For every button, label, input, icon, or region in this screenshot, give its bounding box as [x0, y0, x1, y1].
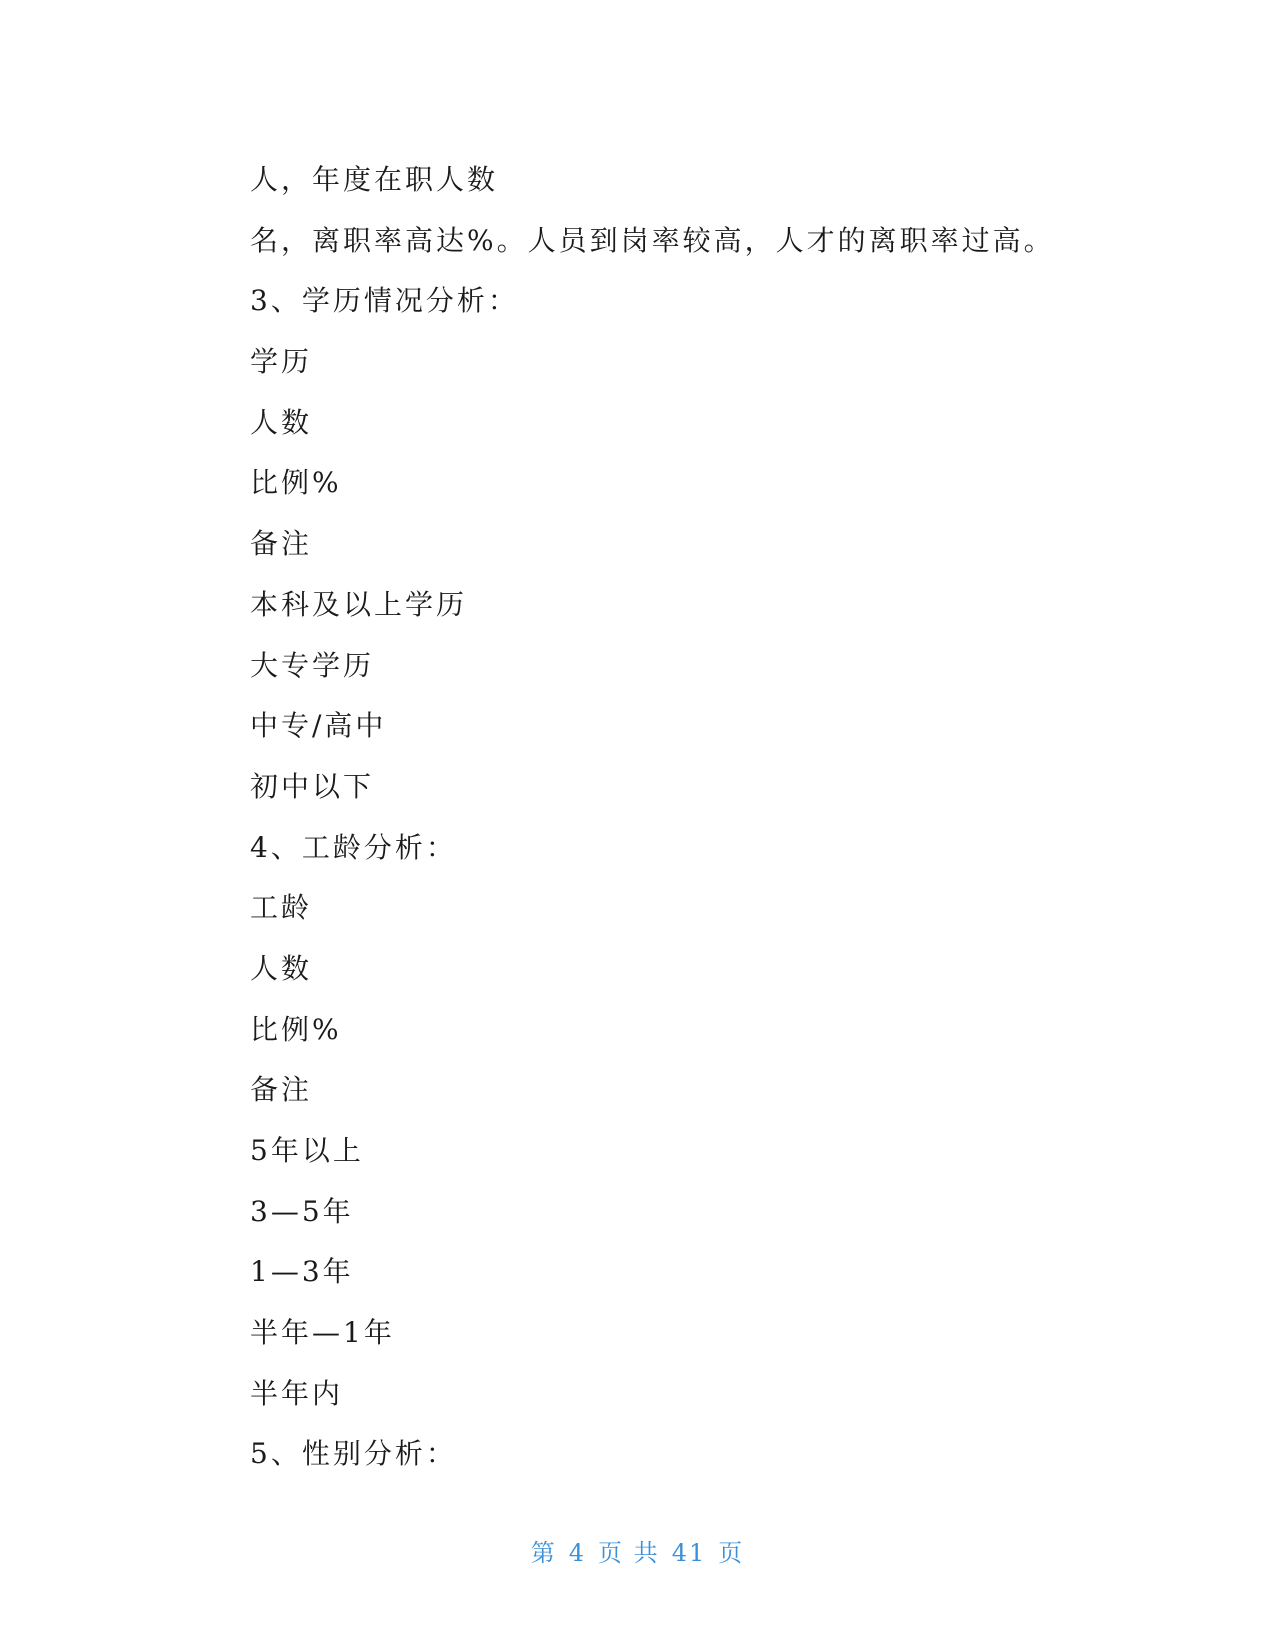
text-line: 备注 [250, 1073, 313, 1107]
text-line: 工龄 [250, 891, 313, 925]
text-line: 大专学历 [250, 648, 375, 682]
text-line: 半年—1年 [250, 1316, 395, 1350]
footer-suffix: 页 [718, 1539, 745, 1567]
text-line: 1—3年 [250, 1255, 354, 1289]
text-line: 半年内 [250, 1376, 344, 1410]
text-line: 人数 [250, 951, 313, 985]
text-line: 比例% [250, 1012, 342, 1046]
total-pages-number: 41 [671, 1539, 707, 1567]
text-line: 人，年度在职人数 [250, 163, 499, 196]
text-line: 比例% [250, 466, 342, 500]
footer-prefix: 第 [530, 1539, 557, 1567]
text-line: 中专/高中 [250, 709, 387, 743]
text-line: 学历 [250, 345, 313, 379]
text-line: 初中以下 [250, 769, 375, 803]
footer-mid: 页 共 [598, 1539, 660, 1567]
text-line: 名，离职率高达%。人员到岗率较高，人才的离职率过高。 [250, 223, 1055, 257]
text-line: 5年以上 [250, 1134, 364, 1167]
section-heading-gender: 5、性别分析： [250, 1437, 457, 1471]
document-body [250, 150, 1110, 1485]
section-heading-seniority: 4、工龄分析： [250, 830, 457, 864]
section-heading-education: 3、学历情况分析： [250, 284, 519, 318]
page-footer [0, 1533, 1275, 1568]
text-line: 本科及以上学历 [250, 587, 468, 621]
current-page-number: 4 [568, 1539, 587, 1567]
text-line: 3—5年 [250, 1194, 354, 1228]
text-line: 人数 [250, 405, 313, 439]
text-line: 备注 [250, 527, 313, 561]
